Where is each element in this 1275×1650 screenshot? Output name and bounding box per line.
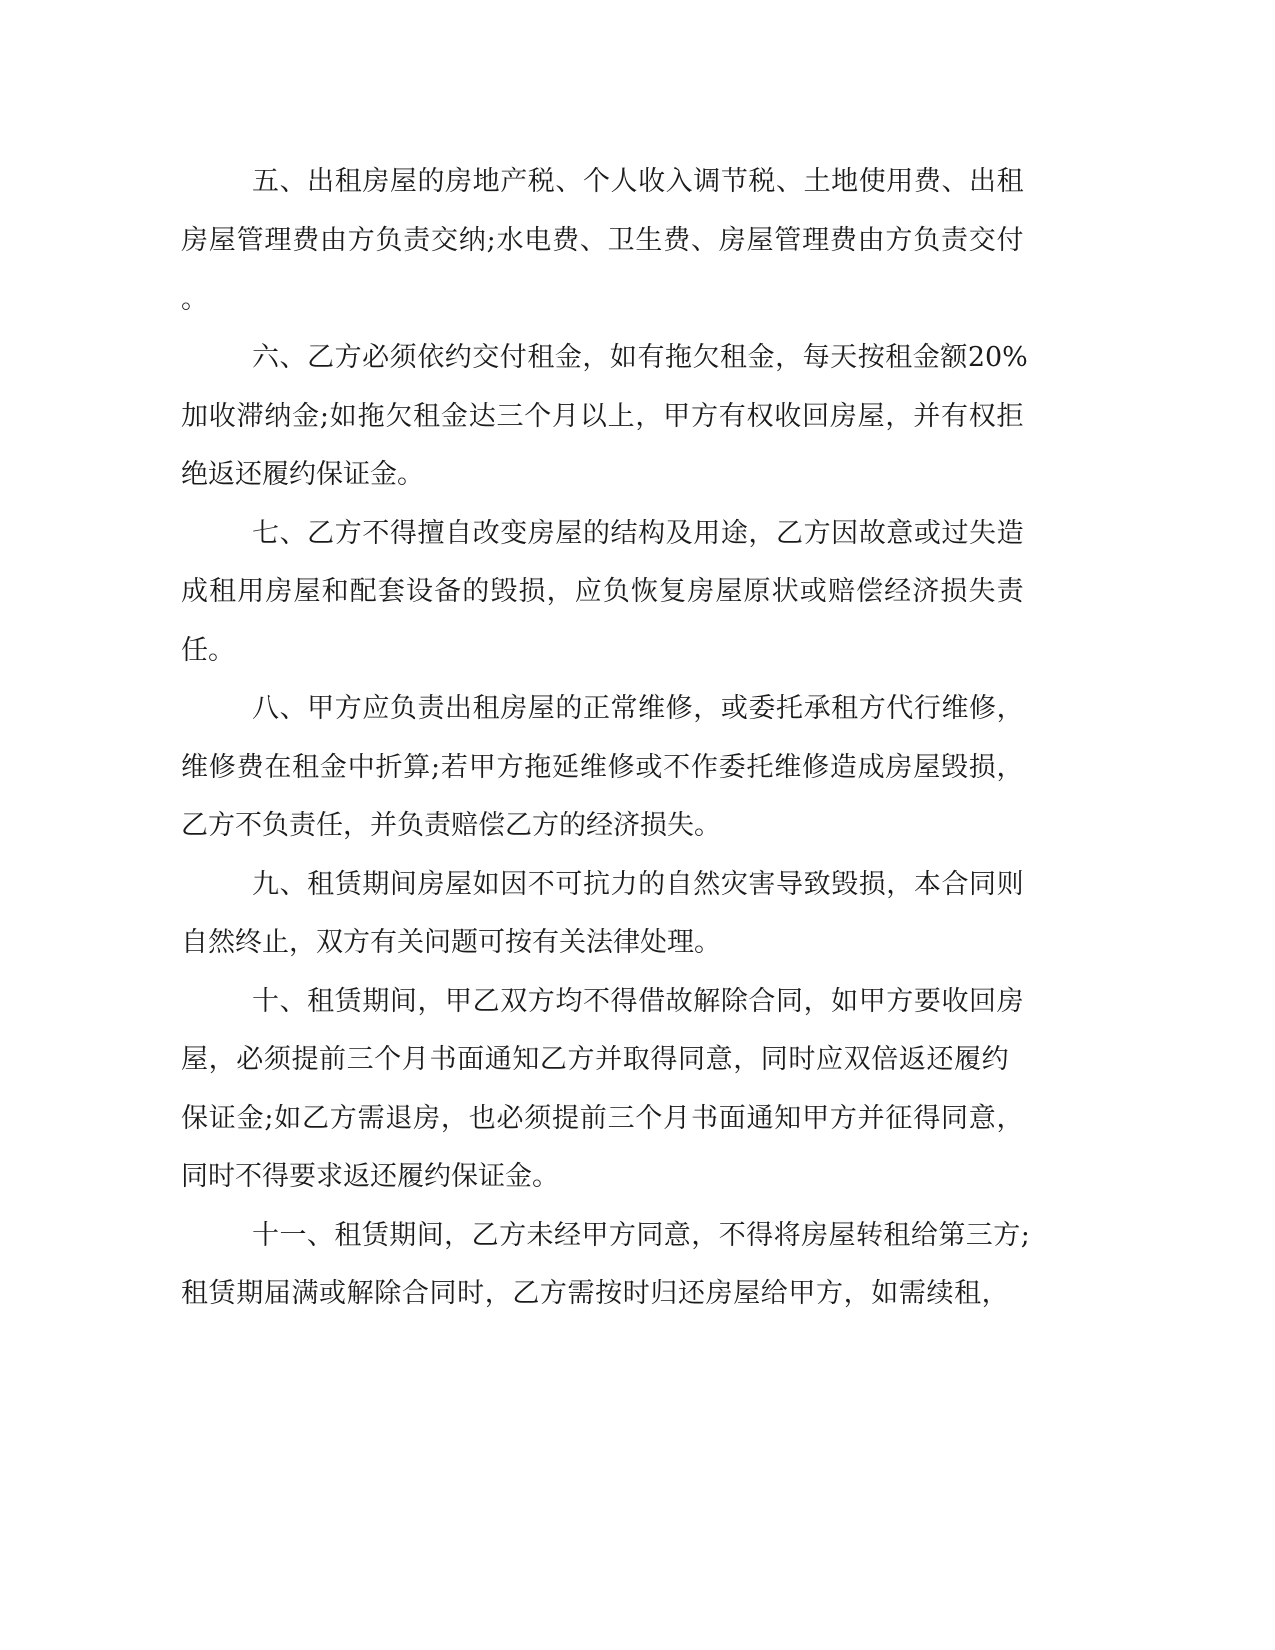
text-line: 五 、 出 租 房 屋 的 房 地 产 税 、 个 人 收 入 调 节 税 、 土 地 使 用 费 、 出 租	[252, 166, 1024, 197]
text-line: 十 、 租 赁 期 间 ， 甲 乙 双 方 均 不 得 借 故 解 除 合 同 ， 如 甲 方 要 收 回 房	[252, 986, 1024, 1017]
text-line: 保 证 金 ; 如 乙 方 需 退 房 ， 也 必 须 提 前 三 个 月 书 面 通 知 甲 方 并 征 得 同 意 ，	[181, 1103, 1024, 1134]
text-line: 房 屋 管 理 费 由 方 负 责 交 纳 ; 水 电 费 、 卫 生 费 、 房 屋 管 理 费 由 方 负 责 交 付	[181, 225, 1024, 256]
text-line: 绝返还履约保证金。	[181, 459, 424, 490]
text-line: 乙方不负责任，并负责赔偿乙方的经济损失。	[181, 810, 721, 841]
text-line: 十 一 、 租 赁 期 间 ， 乙 方 未 经 甲 方 同 意 ， 不 得 将 房 屋 转 租 给 第 三 方 ;	[252, 1220, 1030, 1251]
text-line: 七 、 乙 方 不 得 擅 自 改 变 房 屋 的 结 构 及 用 途 ， 乙 方 因 故 意 或 过 失 造	[252, 518, 1024, 549]
text-line: 。	[181, 284, 208, 315]
text-line: 加 收 滞 纳 金 ; 如 拖 欠 租 金 达 三 个 月 以 上 ， 甲 方 有 权 收 回 房 屋 ， 并 有 权 拒	[181, 401, 1024, 432]
text-line: 任。	[181, 635, 235, 666]
text-line: 租 赁 期 届 满 或 解 除 合 同 时 ， 乙 方 需 按 时 归 还 房 屋 给 甲 方 ， 如 需 续 租 ，	[181, 1278, 1009, 1309]
text-line: 八 、 甲 方 应 负 责 出 租 房 屋 的 正 常 维 修 ， 或 委 托 承 租 方 代 行 维 修 ，	[252, 693, 1024, 724]
text-line: 自然终止，双方有关问题可按有关法律处理。	[181, 927, 721, 958]
text-line: 同时不得要求返还履约保证金。	[181, 1161, 559, 1192]
text-line: 九 、 租 赁 期 间 房 屋 如 因 不 可 抗 力 的 自 然 灾 害 导 致 毁 损 ， 本 合 同 则	[252, 869, 1024, 900]
text-line: 六 、 乙 方 必 须 依 约 交 付 租 金 ， 如 有 拖 欠 租 金 ， 每 天 按 租 金 额 20%	[252, 342, 1028, 373]
text-line: 维 修 费 在 租 金 中 折 算 ; 若 甲 方 拖 延 维 修 或 不 作 委 托 维 修 造 成 房 屋 毁 损 ，	[181, 752, 1024, 783]
text-line: 屋 ， 必 须 提 前 三 个 月 书 面 通 知 乙 方 并 取 得 同 意 ， 同 时 应 双 倍 返 还 履 约	[181, 1044, 1009, 1075]
text-line: 成 租 用 房 屋 和 配 套 设 备 的 毁 损 ， 应 负 恢 复 房 屋 原 状 或 赔 偿 经 济 损 失 责	[181, 576, 1024, 607]
